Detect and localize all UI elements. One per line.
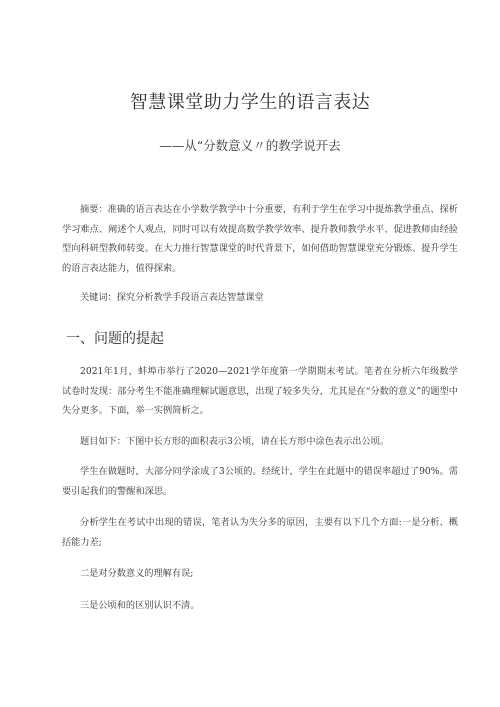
body-paragraph: 三是公顷和的区别认识不清。: [80, 600, 200, 611]
body-paragraph: 学生在做题时，大部分同学涂成了3公顷的。经统计，学生在此题中的错误率超过了90%。需要引起我们的警醒和深思。: [62, 466, 458, 497]
body-paragraph: 题目如下：下图中长方形的面积表示3公顷，请在长方形中涂色表示出公顷。: [80, 436, 390, 447]
document-subtitle: ——从“分数意义〃的教学说开去: [159, 138, 341, 153]
body-paragraph: 2021年1月，蚌埠市举行了2020—2021学年度第一学期期末考试。笔者在分析六年级数学试卷时发现：部分考生不能准确理解试题意思，出现了较多失分，尤其是在“分数的意义”的题型中失分更多。下面，举一实例简析之。: [62, 366, 458, 416]
abstract-paragraph: 摘要：准确的语言表达在小学数学教学中十分重要，有利于学生在学习中提炼教学重点、探析学习难点、阐述个人观点，同时可以有效提高数学教学效率、提升教师教学水平、促进教师由经验型向科研型教师转变。在大力推行智慧课堂的时代背景下，如何借助智慧课堂充分锻炼、提升学生的语言表达能力，值得探索。: [62, 204, 458, 274]
body-paragraph: 二是对分数意义的理解有误;: [80, 568, 194, 579]
document-title: 智慧课堂助力学生的语言表达: [129, 92, 371, 113]
body-paragraph: 分析学生在考试中出现的错误，笔者认为失分多的原因，主要有以下几个方面:一是分析、概括能力差;: [62, 517, 458, 548]
section-heading: 一、问题的提起: [66, 331, 164, 347]
keywords-line: 关键词：探究分析教学手段语言表达智慧课堂: [80, 292, 264, 303]
